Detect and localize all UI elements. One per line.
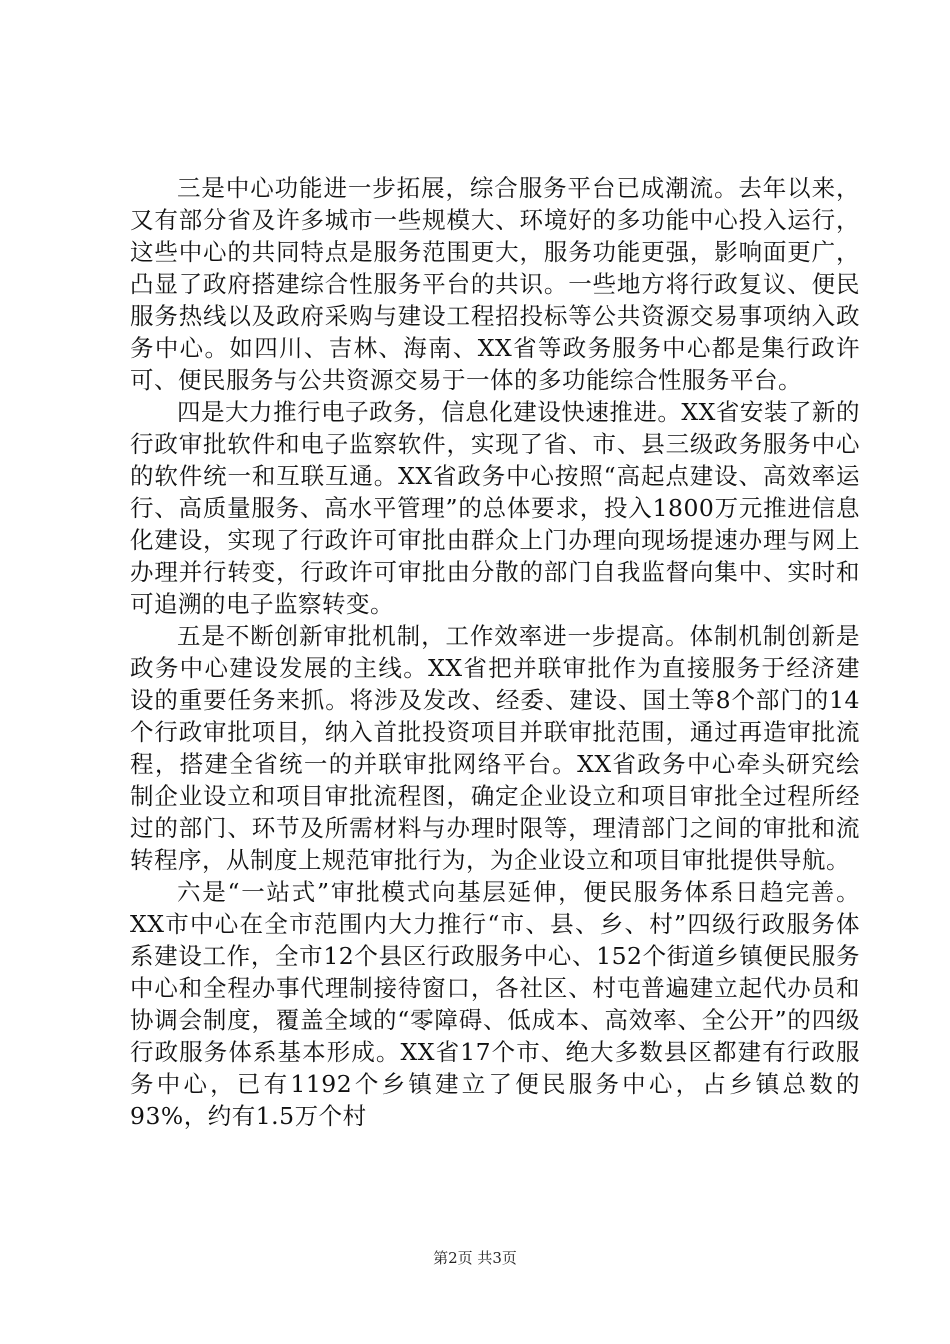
paragraph-one-stop-service: 六是“一站式”审批模式向基层延伸，便民服务体系日趋完善。XX市中心在全市范围内大力推行“市、县、乡、村”四级行政服务体系建设工作，全市12个县区行政服务中心、152个街道乡镇便民服务中心和全程办事代理制接待窗口，各社区、村屯普遍建立起代办员和协调会制度，覆盖全域的“零障碍、低成本、高效率、全公开”的四级行政服务体系基本形成。XX省17个市、绝大多数县区都建有行政服务中心，已有1192个乡镇建立了便民服务中心，占乡镇总数的93%，约有1.5万个村 [130,878,860,1130]
page-footer: 第2页 共3页 [433,1249,517,1267]
paragraph-function-expansion: 三是中心功能进一步拓展，综合服务平台已成潮流。去年以来，又有部分省及许多城市一些规模大、环境好的多功能中心投入运行，这些中心的共同特点是服务范围更大，服务功能更强，影响面更广，凸显了政府搭建综合性服务平台的共识。一些地方将行政复议、便民服务热线以及政府采购与建设工程招投标等公共资源交易事项纳入政务中心。如四川、吉林、海南、XX省等政务服务中心都是集行政许可、便民服务与公共资源交易于一体的多功能综合性服务平台。 [130,174,860,394]
paragraph-e-government: 四是大力推行电子政务，信息化建设快速推进。XX省安装了新的行政审批软件和电子监察软件，实现了省、市、县三级政务服务中心的软件统一和互联互通。XX省政务中心按照“高起点建设、高效率运行、高质量服务、高水平管理”的总体要求，投入1800万元推进信息化建设，实现了行政许可审批由群众上门办理向现场提速办理与网上办理并行转变，行政许可审批由分散的部门自我监督向集中、实时和可追溯的电子监察转变。 [130,398,860,618]
document-body [130,172,860,1132]
paragraph-approval-mechanism: 五是不断创新审批机制，工作效率进一步提高。体制机制创新是政务中心建设发展的主线。XX省把并联审批作为直接服务于经济建设的重要任务来抓。将涉及发改、经委、建设、国土等8个部门的14个行政审批项目，纳入首批投资项目并联审批范围，通过再造审批流程，搭建全省统一的并联审批网络平台。XX省政务中心牵头研究绘制企业设立和项目审批流程图，确定企业设立和项目审批全过程所经过的部门、环节及所需材料与办理时限等，理清部门之间的审批和流转程序，从制度上规范审批行为，为企业设立和项目审批提供导航。 [130,622,860,874]
